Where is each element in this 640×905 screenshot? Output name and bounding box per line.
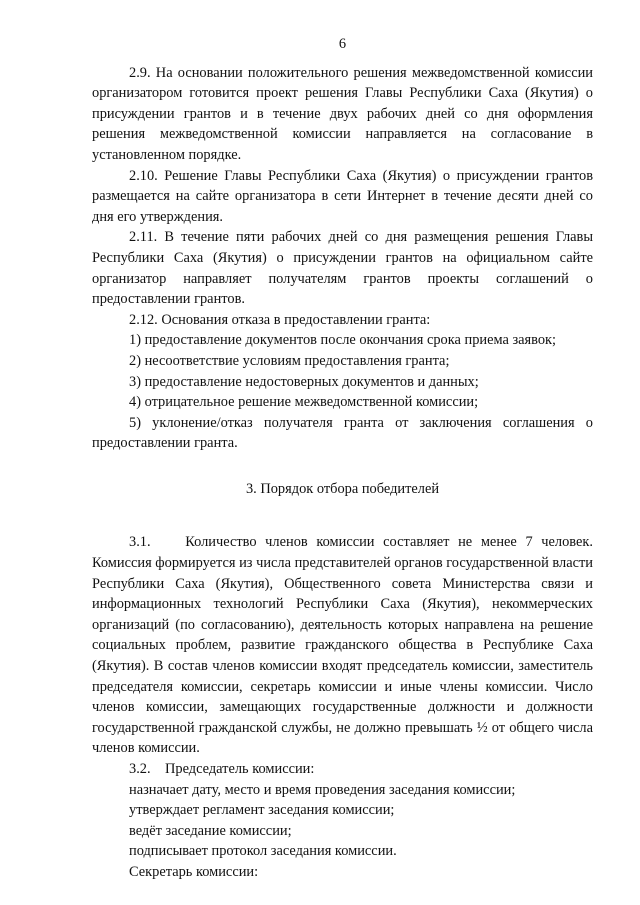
paragraph-2-11: 2.11. В течение пяти рабочих дней со дня размещения решения Главы Республики Саха (Якутия) о присуждении грантов на официальном сайте организатор направляет получателям грантов проекты соглашений о предоставлении грантов. — [92, 229, 593, 308]
paragraph-2-10: 2.10. Решение Главы Республики Саха (Якутия) о присуждении грантов размещается на сайте организатора в сети Интернет в течение десяти дней со дня его утверждения. — [92, 167, 593, 225]
refusal-ground-1: 1) предоставление документов после окончания срока приема заявок; — [129, 332, 557, 349]
chairman-duty-4: подписывает протокол заседания комиссии. — [129, 843, 397, 860]
paragraph-2-12: 2.12. Основания отказа в предоставлении гранта: — [129, 311, 431, 328]
refusal-ground-5: 5) уклонение/отказ получателя гранта от заключения соглашения о предоставлении гранта. — [92, 414, 593, 452]
paragraph-2-9: 2.9. На основании положительного решения межведомственной комиссии организатором готовится проект решения Главы Республики Саха (Якутия) о присуждении грантов и в течение двух рабочих дней со дня оформления решения межведомственной комиссии направляется на согласование в установленном порядке. — [92, 64, 593, 163]
refusal-ground-2: 2) несоответствие условиям предоставления гранта; — [129, 352, 450, 369]
section-3-heading: 3. Порядок отбора победителей — [245, 480, 440, 497]
secretary-heading: Секретарь комиссии: — [129, 863, 259, 880]
document-page — [92, 34, 597, 883]
chairman-duty-3: ведёт заседание комиссии; — [129, 822, 292, 839]
refusal-ground-3: 3) предоставление недостоверных документов и данных; — [129, 373, 479, 390]
chairman-duty-2: утверждает регламент заседания комиссии; — [129, 802, 395, 819]
paragraph-3-2: 3.2. Председатель комиссии: — [129, 761, 315, 777]
chairman-duty-1: назначает дату, место и время проведения заседания комиссии; — [129, 781, 516, 798]
refusal-ground-4: 4) отрицательное решение межведомственной комиссии; — [129, 394, 479, 411]
paragraph-3-1: 3.1. Количество членов комиссии составляет не менее 7 человек. Комиссия формируется из числа представителей органов государственной власти Республики Саха (Якутия), Общественного совета Министерства связи и информационных технологий Республики Саха (Якутия), некоммерческих организаций (по согласованию), деятельность которых направлена на решение социальных проблем, развитие гражданского общества в Республике Саха (Якутия). В состав членов комиссии входят председатель комиссии, заместитель председателя комиссии, секретарь комиссии и иные члены комиссии. Число членов комиссии, замещающих государственные должности и должности государственной гражданской службы, не должно превышать ½ от общего числа членов комиссии. — [92, 534, 597, 757]
page-number: 6 — [338, 36, 347, 52]
